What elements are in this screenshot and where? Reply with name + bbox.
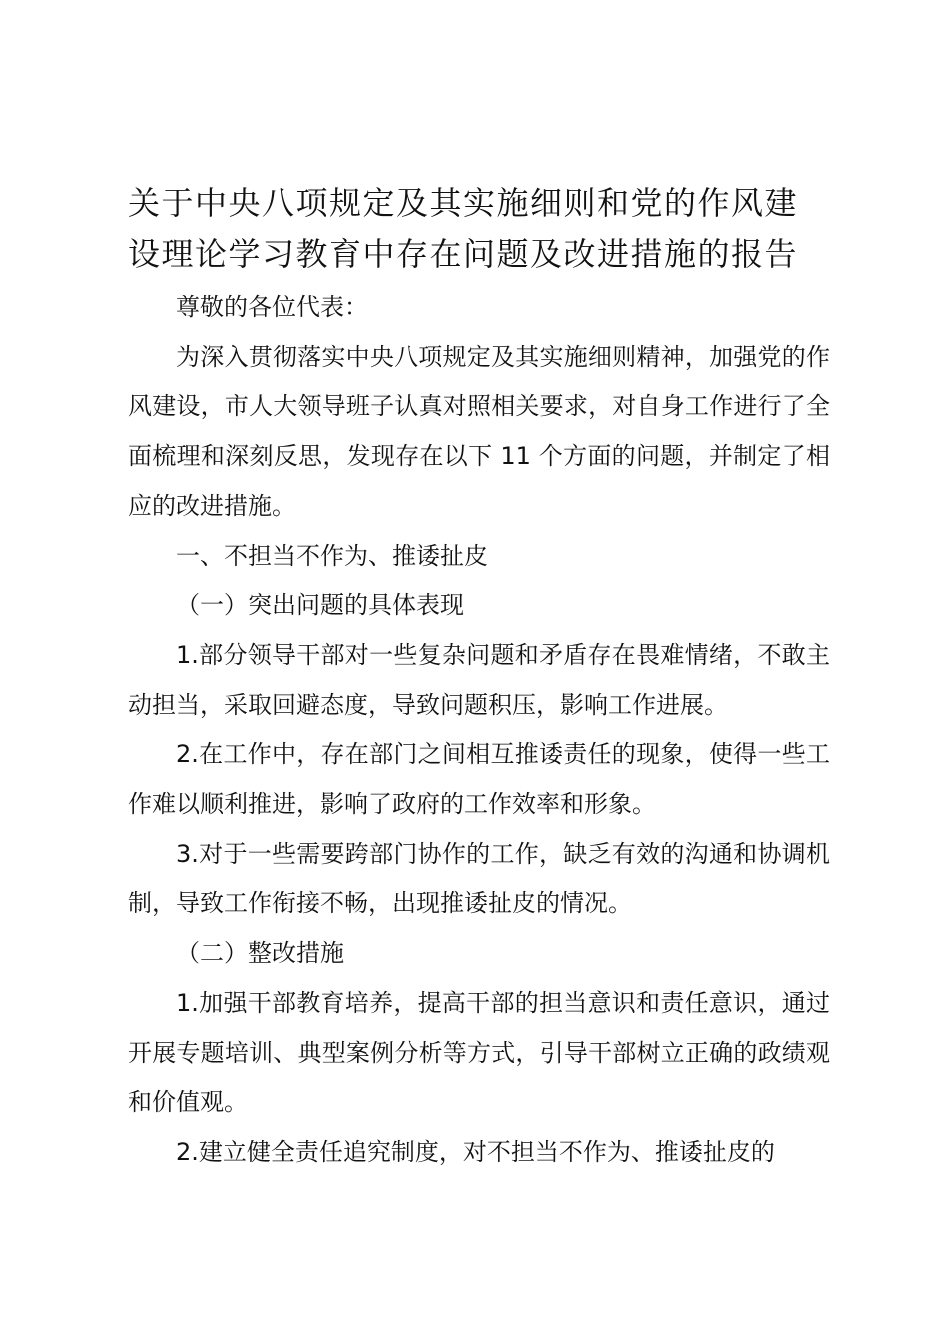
- document-title: [128, 178, 830, 280]
- salutation: 尊敬的各位代表：: [176, 293, 368, 321]
- subsection-heading-measures: （二）整改措施: [176, 939, 344, 968]
- title-line-1: 关于中央八项规定及其实施细则和党的作风建: [128, 184, 799, 222]
- title-line-2: 设理论学习教育中存在问题及改进措施的报告: [128, 235, 799, 273]
- intro-paragraph: 为深入贯彻落实中央八项规定及其实施细则精神，加强党的作风建设，市人大领导班子认真对照相关要求，对自身工作进行了全面梳理和深刻反思，发现存在以下 11 个方面的问题，并制定了相应的改进措施。: [128, 342, 830, 520]
- measure-item-2: 2.建立健全责任追究制度，对不担当不作为、推诿扯皮的: [176, 1137, 775, 1166]
- subsection-heading-problems: （一）突出问题的具体表现: [176, 591, 464, 620]
- measure-item-1: 1.加强干部教育培养，提高干部的担当意识和责任意识，通过开展专题培训、典型案例分析等方式，引导干部树立正确的政绩观和价值观。: [128, 988, 830, 1117]
- problem-item-3: 3.对于一些需要跨部门协作的工作，缺乏有效的沟通和协调机制，导致工作衔接不畅，出现推诿扯皮的情况。: [128, 839, 830, 918]
- section-heading-1: 一、不担当不作为、推诿扯皮: [176, 541, 488, 570]
- problem-item-2: 2.在工作中，存在部门之间相互推诿责任的现象，使得一些工作难以顺利推进，影响了政府的工作效率和形象。: [128, 740, 830, 819]
- problem-item-1: 1.部分领导干部对一些复杂问题和矛盾存在畏难情绪，不敢主动担当，采取回避态度，导致问题积压，影响工作进展。: [128, 640, 830, 719]
- document-body: [128, 178, 830, 1178]
